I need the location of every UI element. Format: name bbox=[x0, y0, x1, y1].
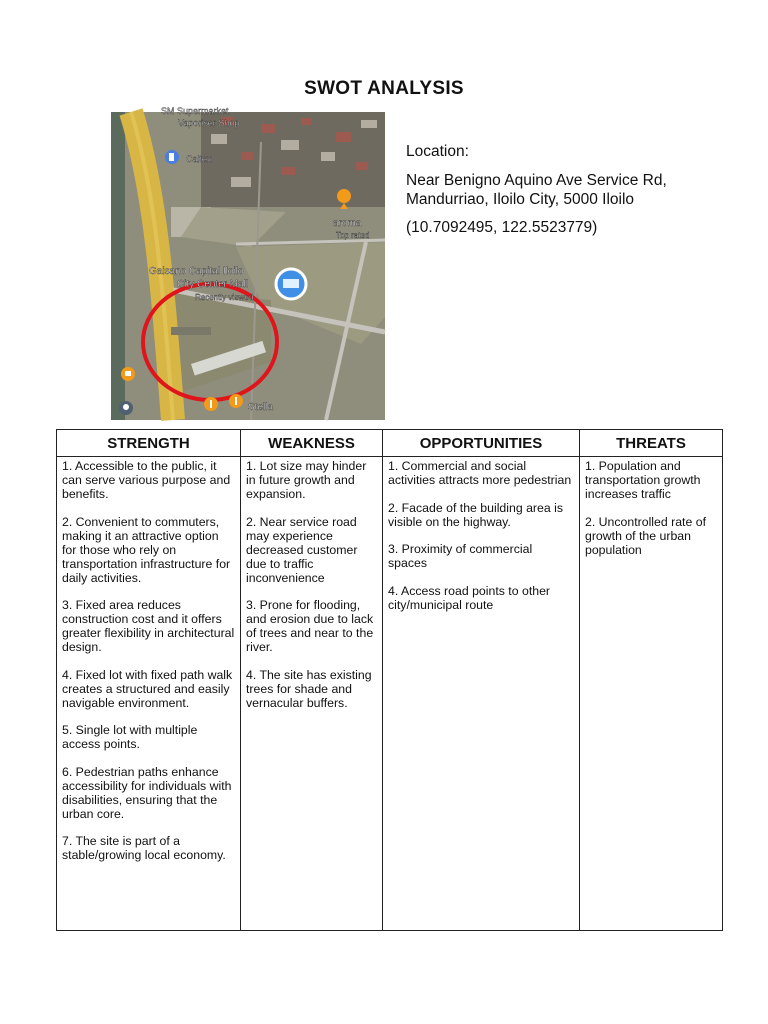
location-address: Near Benigno Aquino Ave Service Rd, Mandurriao, Iloilo City, 5000 Iloilo bbox=[406, 171, 667, 208]
header-strength: STRENGTH bbox=[57, 430, 241, 457]
map-label-top: SM Supermarket bbox=[161, 106, 229, 116]
strength-cell bbox=[57, 457, 241, 931]
map-label-gaisano-1: Gaisano Capital Iloilo bbox=[149, 266, 244, 277]
map-label-aroma: aroma bbox=[333, 218, 362, 229]
map-label-caltex: Caltex bbox=[186, 154, 212, 164]
weakness-item: 3. Prone for flooding, and erosion due to lack of trees and near to the river. bbox=[246, 598, 374, 654]
opportunity-item: 2. Facade of the building area is visible on the highway. bbox=[388, 500, 564, 529]
map-label-vaporiser: Vaporiser Shop bbox=[178, 118, 240, 128]
opportunity-item: 1. Commercial and social activities attracts more pedestrian bbox=[388, 459, 572, 487]
location-info bbox=[406, 142, 706, 237]
weakness-cell bbox=[241, 457, 383, 931]
strength-item: 2. Convenient to commuters, making it an attractive option for those who rely on transportation infrastructure for daily activities. bbox=[62, 514, 231, 585]
swot-header-row bbox=[57, 430, 723, 457]
strength-item: 6. Pedestrian paths enhance accessibility for individuals with disabilities, ensuring that the urban core. bbox=[62, 764, 232, 821]
header-opportunities: OPPORTUNITIES bbox=[383, 430, 580, 457]
threat-item: 2. Uncontrolled rate of growth of the urban population bbox=[585, 514, 706, 557]
threats-cell bbox=[580, 457, 723, 931]
strength-item: 3. Fixed area reduces construction cost and it offers greater flexibility in architectural design. bbox=[62, 598, 235, 654]
map-label-top-rated: Top rated bbox=[336, 231, 370, 240]
gas-station-icon bbox=[165, 150, 179, 164]
map-label-gaisano-2: City Center Mall bbox=[177, 279, 249, 290]
opportunities-cell bbox=[383, 457, 580, 931]
header-weakness: WEAKNESS bbox=[241, 430, 383, 457]
header-threats: THREATS bbox=[580, 430, 723, 457]
threat-item: 1. Population and transportation growth increases traffic bbox=[585, 459, 701, 501]
weakness-item: 2. Near service road may experience decreased customer due to traffic inconvenience bbox=[246, 514, 358, 585]
weakness-item: 4. The site has existing trees for shade and vernacular buffers. bbox=[246, 667, 372, 710]
strength-item: 4. Fixed lot with fixed path walk creates a structured and easily navigable environment. bbox=[62, 667, 233, 710]
page-title: SWOT ANALYSIS bbox=[304, 78, 464, 99]
location-coordinates: (10.7092495, 122.5523779) bbox=[406, 218, 598, 236]
coffee-pin-icon bbox=[121, 367, 135, 381]
location-label: Location: bbox=[406, 143, 469, 160]
map-label-recently: Recently viewed bbox=[195, 293, 254, 302]
strength-item: 1. Accessible to the public, it can serve various purpose and benefits. bbox=[62, 459, 231, 501]
weakness-item: 1. Lot size may hinder in future growth and expansion. bbox=[246, 459, 367, 501]
opportunity-item: 4. Access road points to other city/municipal route bbox=[388, 583, 551, 612]
swot-table bbox=[56, 429, 723, 931]
strength-item: 5. Single lot with multiple access points. bbox=[62, 723, 198, 751]
site-map-image bbox=[111, 106, 385, 420]
mall-pin-icon bbox=[276, 269, 306, 299]
map-label-stella: Stella bbox=[248, 402, 274, 413]
location-pin-icon bbox=[119, 401, 133, 415]
opportunity-item: 3. Proximity of commercial spaces bbox=[388, 542, 533, 570]
swot-body-row bbox=[57, 457, 723, 931]
strength-item: 7. The site is part of a stable/growing local economy. bbox=[62, 834, 226, 862]
